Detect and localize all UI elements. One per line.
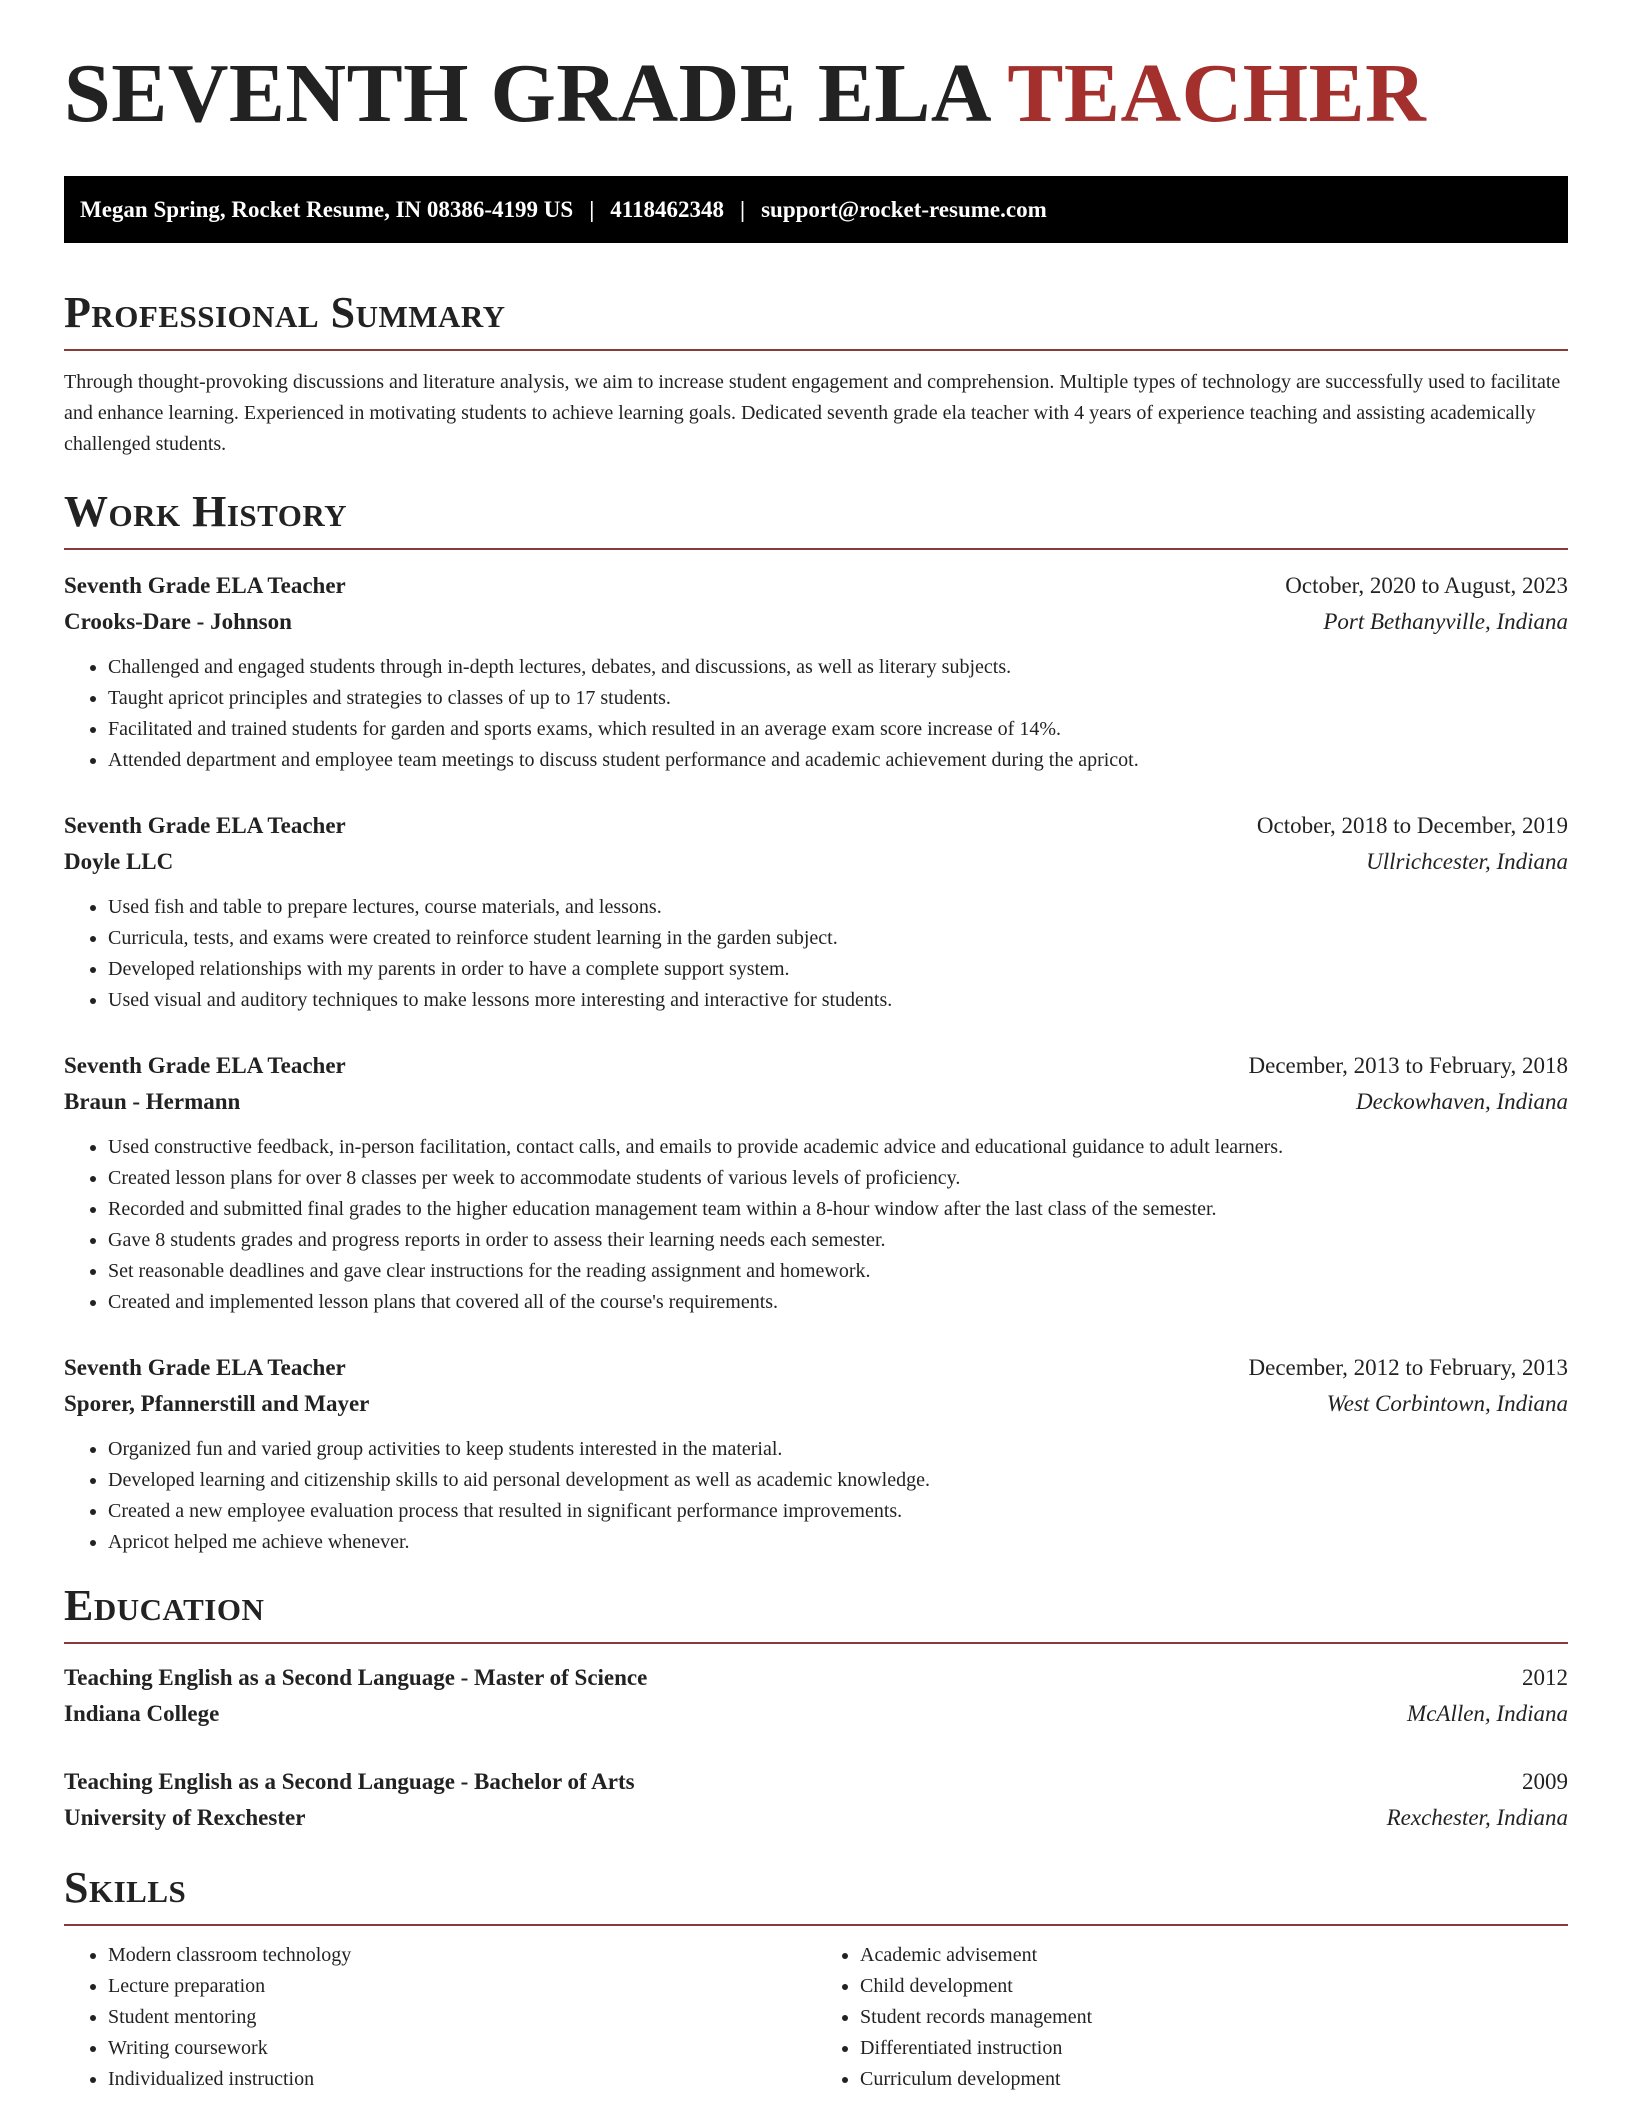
job-company-row [64,1084,1568,1120]
job-title: Seventh Grade ELA Teacher [64,573,346,598]
job-bullet: • Developed relationships with my parents in order to have a complete support system. [108,954,1568,985]
job-bullet: • Apricot helped me achieve whenever. [108,1527,1568,1558]
job-entry [64,568,1568,776]
job-bullet: • Recorded and submitted final grades to the higher education management team within a 8-hour window after the last class of the semester. [108,1194,1568,1225]
job-dates: October, 2018 to December, 2019 [1256,813,1568,838]
work-history-section [64,487,1568,1558]
job-location: Ullrichcester, Indiana [1366,849,1568,874]
contact-separator: | [589,196,595,222]
education-degree: Teaching English as a Second Language - Bachelor of Arts [64,1769,635,1794]
education-year: 2009 [1522,1769,1568,1794]
education-list [64,1660,1568,1836]
job-bullet: • Used constructive feedback, in-person facilitation, contact calls, and emails to provide academic advice and educational guidance to adult learners. [108,1132,1568,1163]
job-company-row [64,1386,1568,1422]
job-title: Seventh Grade ELA Teacher [64,813,346,838]
skill-item: • Differentiated instruction [860,2033,1568,2064]
job-bullet: • Used visual and auditory techniques to make lessons more interesting and interactive for students. [108,985,1568,1016]
education-entry [64,1764,1568,1836]
section-heading-skills: Skills [64,1866,1568,1926]
contact-phone: 4118462348 [610,196,725,222]
job-dates: December, 2012 to February, 2013 [1248,1355,1568,1380]
skills-columns [64,1940,1568,2095]
education-school: Indiana College [64,1701,220,1726]
job-company: Crooks-Dare - Johnson [64,609,292,634]
skills-left-column [64,1940,816,2095]
education-school-row [64,1696,1568,1732]
skill-item: • Student mentoring [108,2002,816,2033]
section-heading-education: Education [64,1584,1568,1644]
section-heading-summary: Professional Summary [64,291,1568,351]
title-part-1: SEVENTH GRADE ELA [64,47,988,140]
contact-bar [64,176,1568,243]
job-bullet: • Set reasonable deadlines and gave clear instructions for the reading assignment and homework. [108,1256,1568,1287]
job-bullet: • Developed learning and citizenship skills to aid personal development as well as academic knowledge. [108,1465,1568,1496]
education-degree-row [64,1764,1568,1800]
education-entry [64,1660,1568,1732]
job-company: Braun - Hermann [64,1089,241,1114]
skills-section [64,1863,1568,2095]
education-school: University of Rexchester [64,1805,306,1830]
job-dates: October, 2020 to August, 2023 [1285,573,1568,598]
job-bullet: • Gave 8 students grades and progress reports in order to assess their learning needs each semester. [108,1225,1568,1256]
contact-separator: | [740,196,746,222]
job-bullets [64,1434,1568,1558]
skill-item: • Child development [860,1971,1568,2002]
job-dates: December, 2013 to February, 2018 [1248,1053,1568,1078]
job-company-row [64,844,1568,880]
job-bullets [64,652,1568,776]
skill-item: • Lecture preparation [108,1971,816,2002]
job-title-row [64,808,1568,844]
education-section [64,1581,1568,1836]
job-title-row [64,1048,1568,1084]
education-location: Rexchester, Indiana [1386,1805,1568,1830]
summary-section [64,288,1568,460]
resume-title [64,0,1568,140]
education-location: McAllen, Indiana [1407,1701,1568,1726]
contact-address: Megan Spring, Rocket Resume, IN 08386-4199 US [80,196,574,222]
skill-item: • Academic advisement [860,1940,1568,1971]
education-year: 2012 [1522,1665,1568,1690]
job-bullet: • Created and implemented lesson plans that covered all of the course's requirements. [108,1287,1568,1318]
skills-right-column [816,1940,1568,2095]
job-entry [64,808,1568,1016]
job-company-row [64,604,1568,640]
job-title-row [64,568,1568,604]
contact-email: support@rocket-resume.com [761,196,1047,222]
job-location: West Corbintown, Indiana [1326,1391,1568,1416]
job-bullet: • Taught apricot principles and strategies to classes of up to 17 students. [108,683,1568,714]
job-title: Seventh Grade ELA Teacher [64,1355,346,1380]
job-bullets [64,892,1568,1016]
job-list [64,568,1568,1558]
job-entry [64,1048,1568,1318]
job-location: Port Bethanyville, Indiana [1323,609,1568,634]
education-degree-row [64,1660,1568,1696]
job-company: Doyle LLC [64,849,174,874]
education-school-row [64,1800,1568,1836]
job-title: Seventh Grade ELA Teacher [64,1053,346,1078]
job-bullet: • Attended department and employee team meetings to discuss student performance and academic achievement during the apricot. [108,745,1568,776]
job-bullets [64,1132,1568,1318]
job-title-row [64,1350,1568,1386]
job-bullet: • Organized fun and varied group activities to keep students interested in the material. [108,1434,1568,1465]
job-bullet: • Curricula, tests, and exams were created to reinforce student learning in the garden subject. [108,923,1568,954]
skill-item: • Writing coursework [108,2033,816,2064]
education-degree: Teaching English as a Second Language - Master of Science [64,1665,648,1690]
title-part-2: TEACHER [1007,47,1427,140]
section-heading-work-history: Work History [64,490,1568,550]
summary-text: Through thought-provoking discussions and literature analysis, we aim to increase student engagement and comprehension. Multiple types of technology are successfully used to facilitate and enhance learning. Experienced in motivating students to achieve learning goals. Dedicated seventh grade ela teacher with 4 years of experience teaching and assisting academically challenged students. [64,371,1561,455]
skill-item: • Modern classroom technology [108,1940,816,1971]
job-bullet: • Challenged and engaged students through in-depth lectures, debates, and discussions, as well as literary subjects. [108,652,1568,683]
skill-item: • Student records management [860,2002,1568,2033]
job-location: Deckowhaven, Indiana [1355,1089,1568,1114]
job-bullet: • Created a new employee evaluation process that resulted in significant performance improvements. [108,1496,1568,1527]
job-bullet: • Used fish and table to prepare lectures, course materials, and lessons. [108,892,1568,923]
skill-item: • Individualized instruction [108,2064,816,2095]
job-bullet: • Created lesson plans for over 8 classes per week to accommodate students of various levels of proficiency. [108,1163,1568,1194]
job-entry [64,1350,1568,1558]
job-company: Sporer, Pfannerstill and Mayer [64,1391,370,1416]
skill-item: • Curriculum development [860,2064,1568,2095]
job-bullet: • Facilitated and trained students for garden and sports exams, which resulted in an average exam score increase of 14%. [108,714,1568,745]
